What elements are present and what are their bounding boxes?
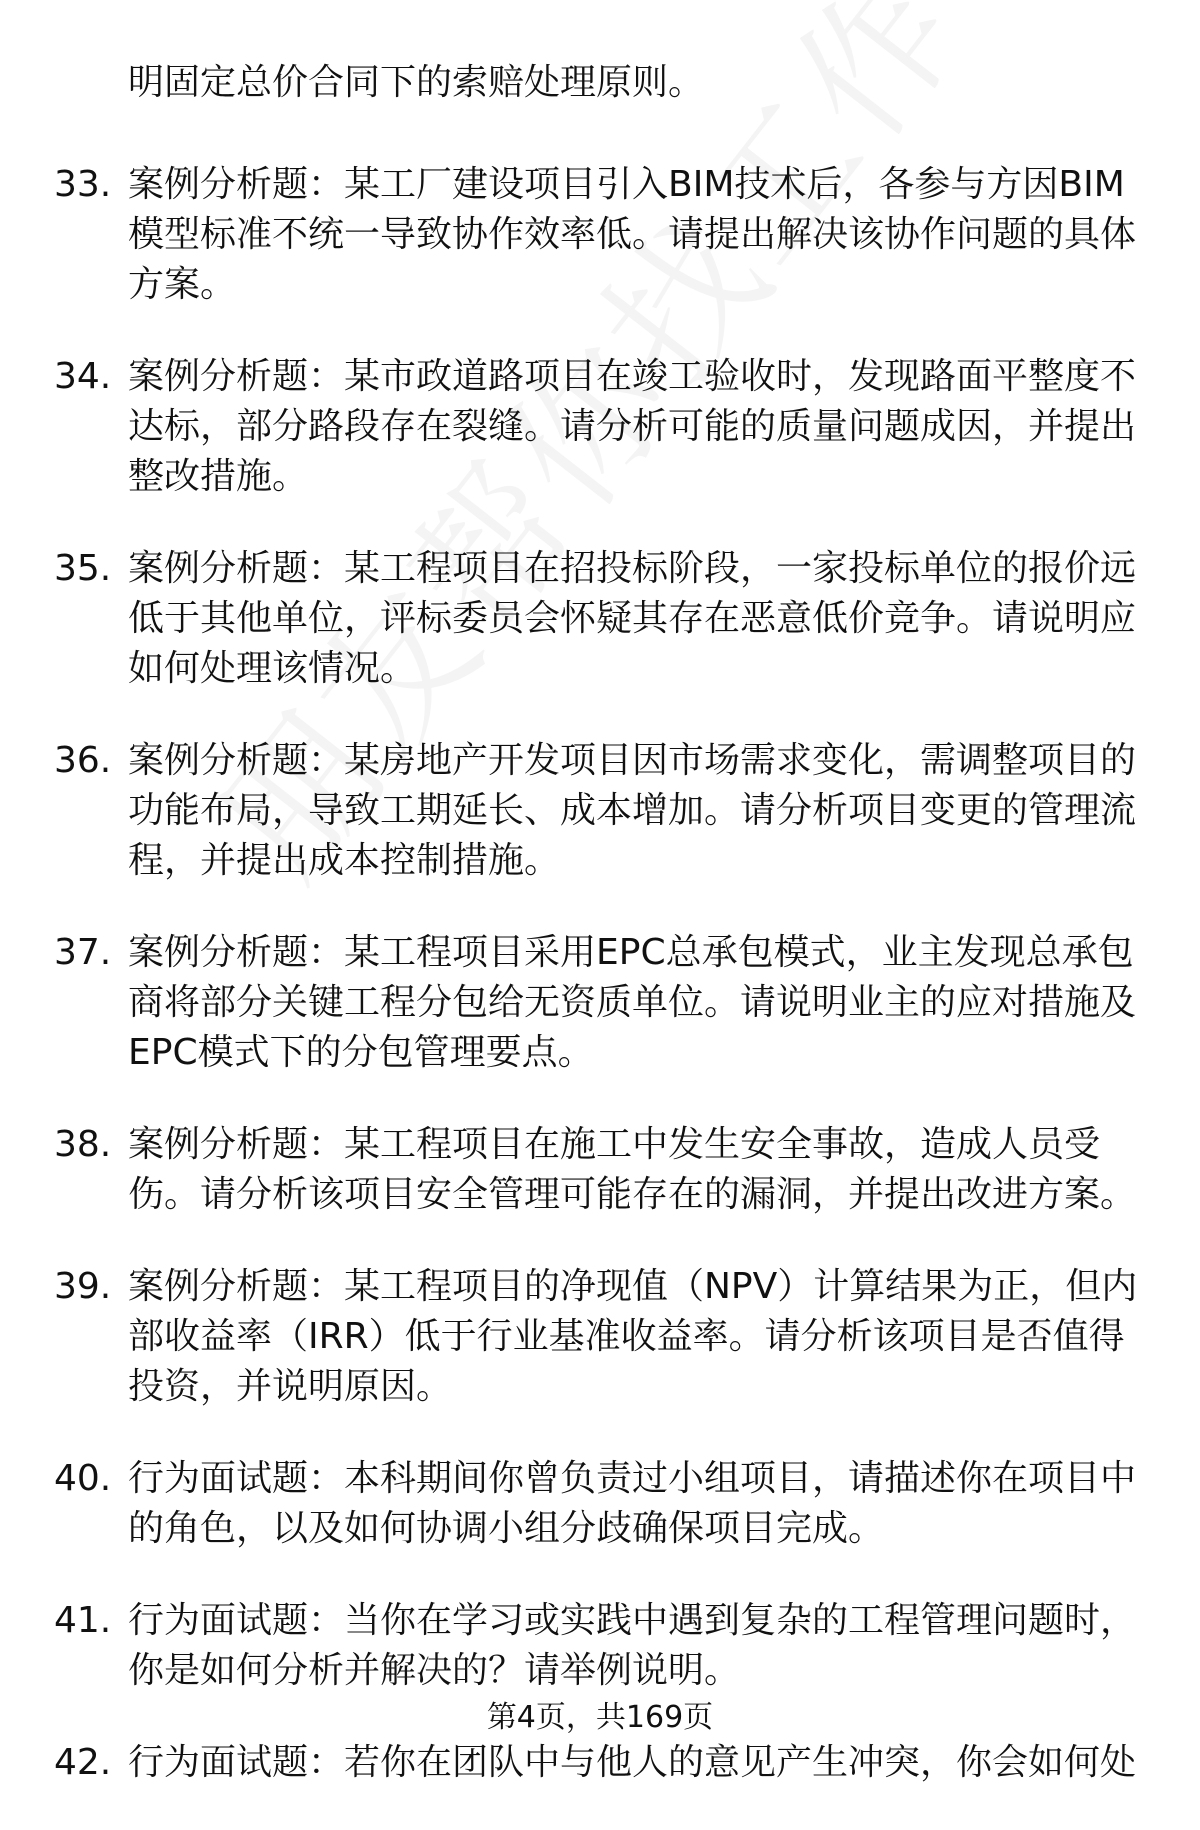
question-number: 39. bbox=[54, 1266, 112, 1307]
question-text: 案例分析题：某市政道路项目在竣工验收时，发现路面平整度不达标，部分路段存在裂缝。请分析可能的质量问题成因，并提出整改措施。 bbox=[128, 356, 1137, 497]
question-number: 33. bbox=[54, 164, 112, 205]
question-item bbox=[0, 928, 1200, 1078]
question-text: 案例分析题：某工厂建设项目引入BIM技术后，各参与方因BIM模型标准不统一导致协作效率低。请提出解决该协作问题的具体方案。 bbox=[128, 164, 1137, 305]
question-item bbox=[0, 544, 1200, 694]
question-number: 34. bbox=[54, 356, 112, 397]
question-item bbox=[0, 160, 1200, 310]
question-list bbox=[0, 58, 1200, 1830]
question-text: 行为面试题：当你在学习或实践中遇到复杂的工程管理问题时，你是如何分析并解决的？请举例说明。 bbox=[128, 1600, 1137, 1691]
question-text: 行为面试题：本科期间你曾负责过小组项目，请描述你在项目中的角色，以及如何协调小组分歧确保项目完成。 bbox=[128, 1458, 1137, 1549]
continued-text: 明固定总价合同下的索赔处理原则。 bbox=[128, 62, 705, 103]
question-item bbox=[0, 1596, 1200, 1696]
question-text: 行为面试题：若你在团队中与他人的意见产生冲突，你会如何处 bbox=[128, 1742, 1137, 1783]
question-item bbox=[0, 352, 1200, 502]
question-text: 案例分析题：某工程项目的净现值（NPV）计算结果为正，但内部收益率（IRR）低于行业基准收益率。请分析该项目是否值得投资，并说明原因。 bbox=[128, 1266, 1138, 1407]
question-number: 37. bbox=[54, 932, 112, 973]
question-item bbox=[0, 736, 1200, 886]
question-number: 40. bbox=[54, 1458, 112, 1499]
question-text: 案例分析题：某工程项目在施工中发生安全事故，造成人员受伤。请分析该项目安全管理可能存在的漏洞，并提出改进方案。 bbox=[128, 1124, 1137, 1215]
question-text: 案例分析题：某工程项目采用EPC总承包模式，业主发现总承包商将部分关键工程分包给无资质单位。请说明业主的应对措施及EPC模式下的分包管理要点。 bbox=[128, 932, 1137, 1073]
question-text: 案例分析题：某工程项目在招投标阶段，一家投标单位的报价远低于其他单位，评标委员会怀疑其存在恶意低价竞争。请说明应如何处理该情况。 bbox=[128, 548, 1137, 689]
question-item bbox=[0, 1454, 1200, 1554]
question-number: 35. bbox=[54, 548, 112, 589]
question-item bbox=[0, 1120, 1200, 1220]
question-item bbox=[0, 1738, 1200, 1788]
question-number: 42. bbox=[54, 1742, 112, 1783]
question-text: 案例分析题：某房地产开发项目因市场需求变化，需调整项目的功能布局，导致工期延长、成本增加。请分析项目变更的管理流程，并提出成本控制措施。 bbox=[128, 740, 1137, 881]
page-footer: 第4页，共169页 bbox=[486, 1700, 714, 1735]
question-item bbox=[0, 1262, 1200, 1412]
question-number: 36. bbox=[54, 740, 112, 781]
question-number: 38. bbox=[54, 1124, 112, 1165]
question-number: 41. bbox=[54, 1600, 112, 1641]
